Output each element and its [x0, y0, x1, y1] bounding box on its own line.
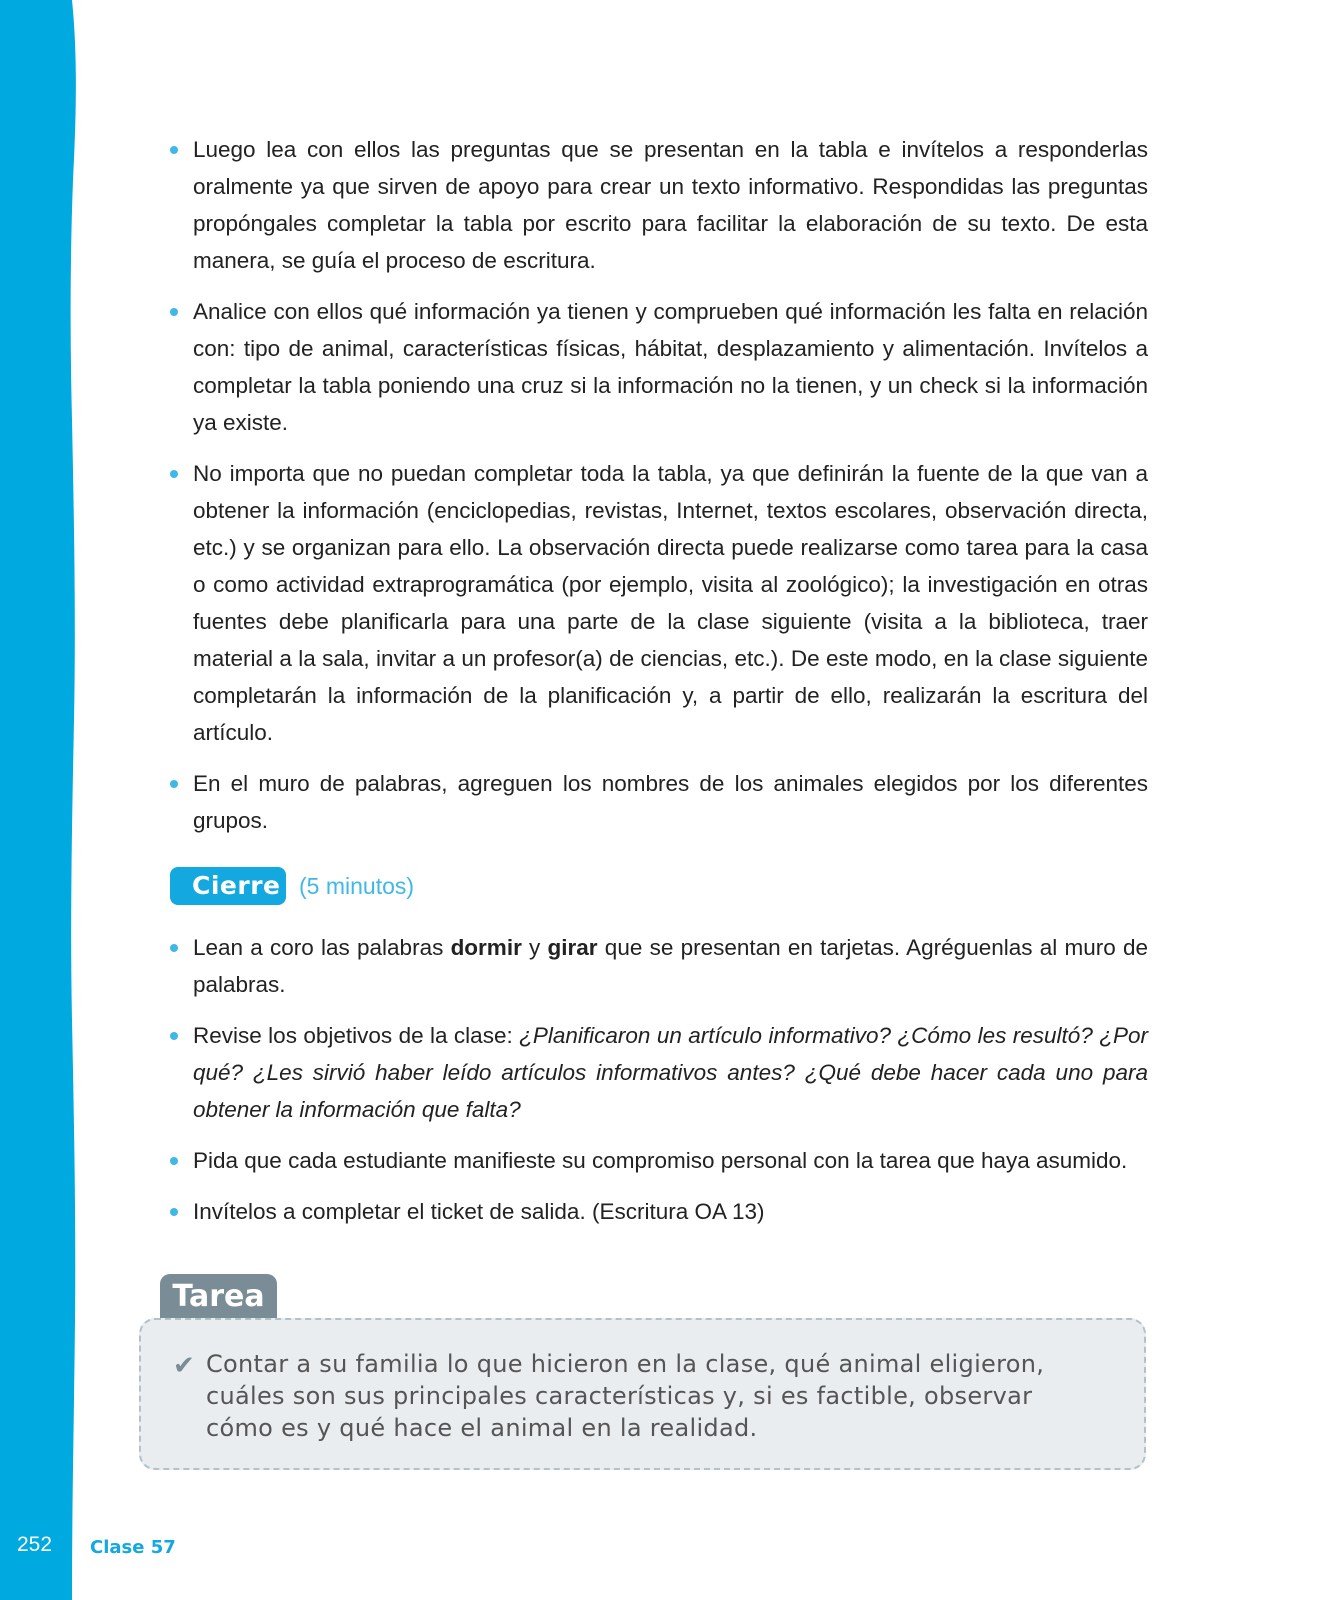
tarea-text: Contar a su familia lo que hicieron en la clase, qué animal eligieron, cuáles son sus principales características y, si es factible, observar cómo es y qué hace el animal en la realidad. — [206, 1350, 1045, 1442]
check-icon: ✔ — [173, 1350, 195, 1380]
list-item — [170, 1193, 1148, 1230]
text-segment: que se presentan en tarjetas. Agréguenlas al muro de palabras. — [193, 935, 1148, 997]
bold-word: dormir — [450, 935, 522, 960]
bullet-dot — [170, 1157, 178, 1165]
list-item-text: Pida que cada estudiante manifieste su compromiso personal con la tarea que haya asumido. — [193, 1148, 1128, 1173]
tarea-box — [139, 1318, 1146, 1470]
cierre-duration: (5 minutos) — [299, 872, 415, 899]
list-item-text: Analice con ellos qué información ya tienen y comprueben qué información les falta en relación con: tipo de animal, características físicas, hábitat, desplazamiento y alimentación. Invítelos a completar la tabla poniendo una cruz si la información no la tienen, y un check si la información ya existe. — [193, 299, 1148, 435]
list-item — [170, 455, 1148, 751]
cierre-label: Cierre — [170, 867, 286, 905]
tarea-tab: Tarea — [160, 1274, 277, 1320]
list-item-text: En el muro de palabras, agreguen los nombres de los animales elegidos por los diferentes grupos. — [193, 771, 1148, 833]
bold-word: girar — [547, 935, 598, 960]
list-item-text: No importa que no puedan completar toda la tabla, ya que definirán la fuente de la que van a obtener la información (enciclopedias, revistas, Internet, textos escolares, observación directa, etc.) y se organizan para ello. La observación directa puede realizarse como tarea para la casa o como actividad extraprogramática (por ejemplo, visita al zoológico); la investigación en otras fuentes debe planificarla para una parte de la clase siguiente (visita a la biblioteca, traer material a la sala, invitar a un profesor(a) de ciencias, etc.). De este modo, en la clase siguiente completarán la información de la planificación y, a partir de ello, realizarán la escritura del artículo. — [193, 461, 1148, 745]
list-item — [170, 765, 1148, 839]
cierre-heading — [170, 867, 414, 905]
bullet-dot — [170, 1208, 178, 1216]
list-item — [170, 293, 1148, 441]
section-label: Clase 57 — [90, 1537, 176, 1558]
page-number: 252 — [17, 1533, 53, 1556]
bullet-dot — [170, 780, 178, 788]
bullet-dot — [170, 470, 178, 478]
bullet-dot — [170, 146, 178, 154]
list-item — [170, 1142, 1148, 1179]
list-item — [170, 929, 1148, 1003]
bullet-dot — [170, 308, 178, 316]
list-item-text: Luego lea con ellos las preguntas que se presentan en la tabla e invítelos a responderlas oralmente ya que sirven de apoyo para crear un texto informativo. Respondidas las preguntas propóngales completar la tabla por escrito para facilitar la elaboración de su texto. De esta manera, se guía el proceso de escritura. — [193, 137, 1148, 273]
list-item — [170, 1017, 1148, 1128]
bullet-dot — [170, 944, 178, 952]
side-color-band — [0, 0, 80, 1600]
list-item — [170, 131, 1148, 279]
text-segment: Revise los objetivos de la clase: — [193, 1023, 520, 1048]
bullet-dot — [170, 1032, 178, 1040]
text-segment: y — [521, 935, 548, 960]
list-item-text: Invítelos a completar el ticket de salida. (Escritura OA 13) — [193, 1199, 765, 1224]
text-segment: Lean a coro las palabras — [193, 935, 451, 960]
instruction-list — [170, 131, 1148, 853]
italic-questions: ¿Planificaron un artículo informativo? ¿Cómo les resultó? ¿Por qué? ¿Les sirvió haber leído artículos informativos antes? ¿Qué debe hacer cada uno para obtener la información que falta? — [193, 1023, 1148, 1122]
cierre-list — [170, 929, 1148, 1244]
